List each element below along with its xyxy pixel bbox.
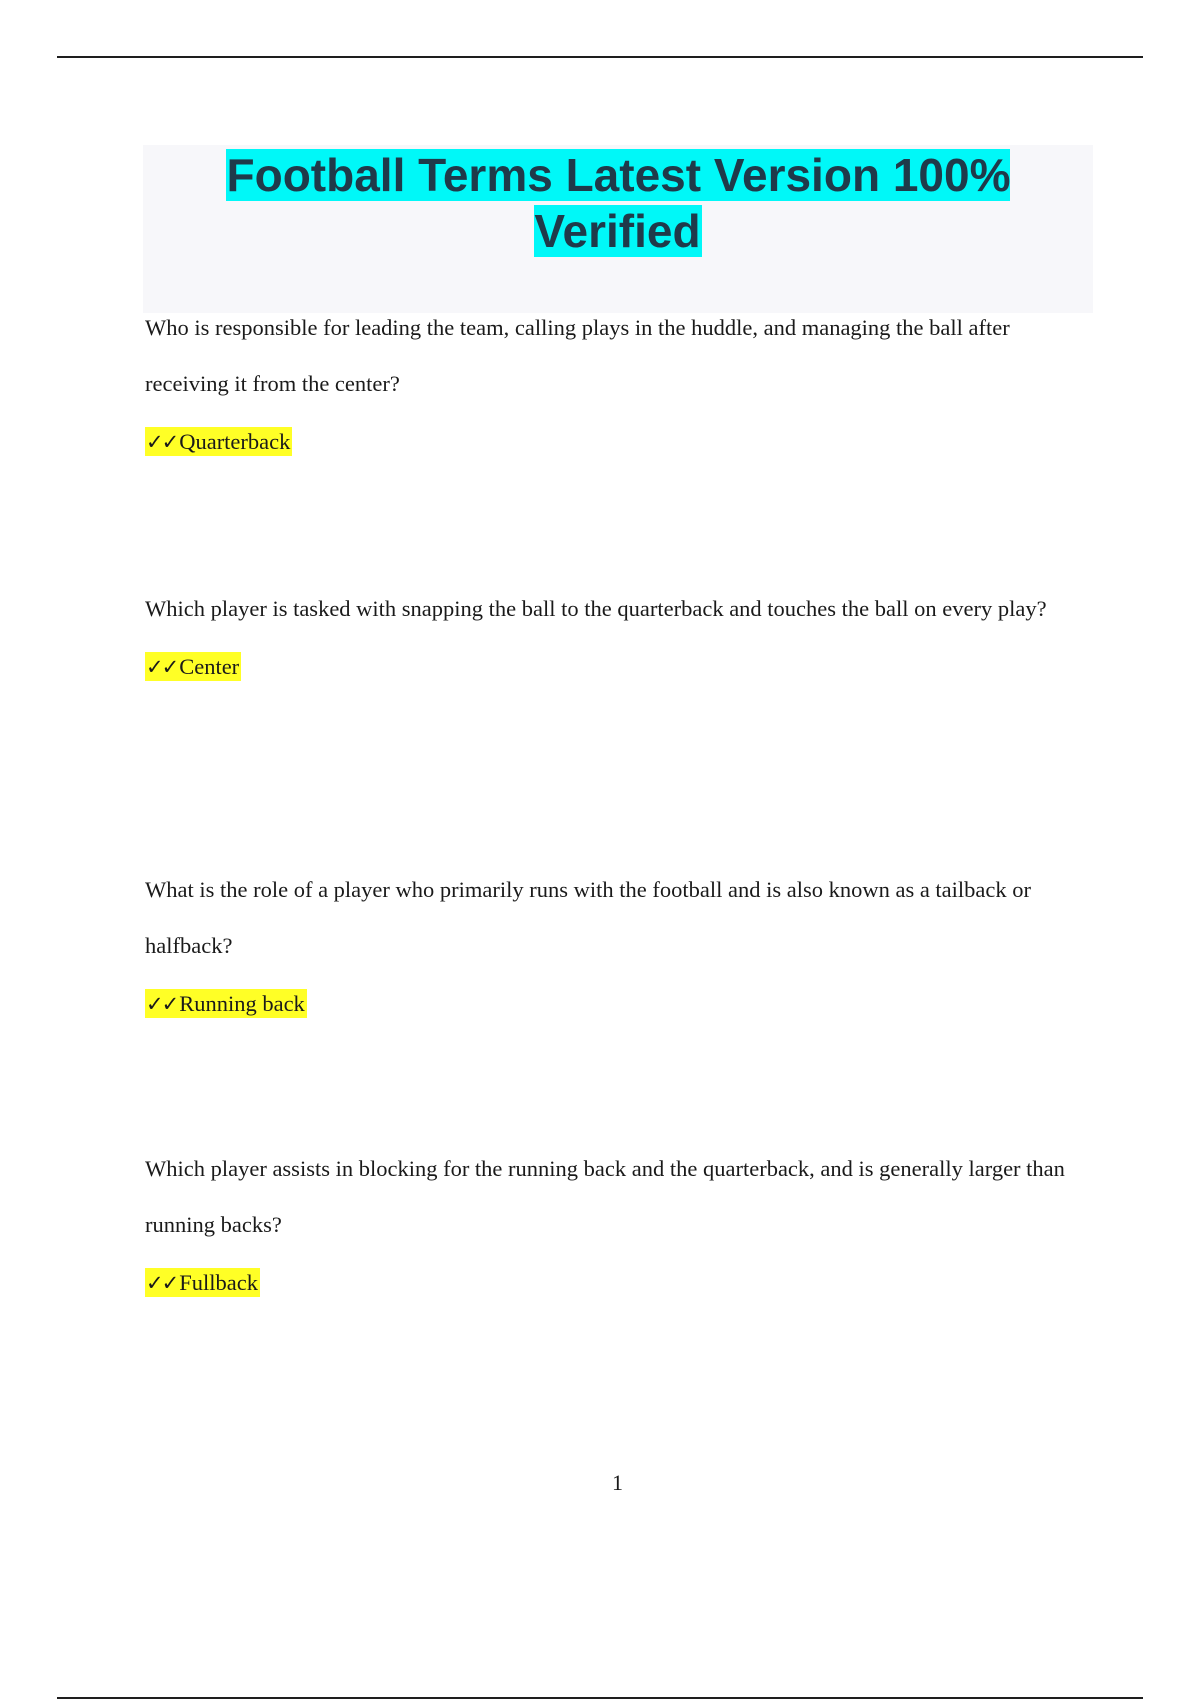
double-check-icon: ✓✓: [146, 655, 178, 679]
page-number: 1: [612, 1470, 623, 1495]
qa-item: [145, 581, 1047, 683]
top-rule: [57, 56, 1143, 58]
answer-text: Running back: [179, 991, 305, 1016]
answer: [145, 988, 1095, 1020]
double-check-icon: ✓✓: [146, 992, 178, 1016]
bottom-rule: [57, 1697, 1143, 1699]
answer-highlight: [145, 989, 307, 1018]
answer-highlight: [145, 652, 241, 681]
title-block: [143, 145, 1093, 313]
question-text: Who is responsible for leading the team, calling plays in the huddle, and managing the ball after receiving it from the center?: [145, 315, 1010, 396]
question-text: Which player is tasked with snapping the ball to the quarterback and touches the ball on every play?: [145, 596, 1047, 621]
answer-text: Center: [179, 654, 240, 679]
answer-highlight: [145, 1268, 260, 1297]
answer-highlight: [145, 427, 292, 456]
double-check-icon: ✓✓: [146, 1271, 178, 1295]
document-title-highlight: Football Terms Latest Version 100% Verified: [226, 149, 1011, 257]
qa-item: [145, 300, 1095, 458]
double-check-icon: ✓✓: [146, 430, 178, 454]
qa-item: [145, 1141, 1095, 1299]
answer: [145, 426, 1095, 458]
question-text: What is the role of a player who primarily runs with the football and is also known as a tailback or halfback?: [145, 877, 1032, 958]
document-title: [143, 145, 1093, 259]
answer: [145, 1267, 1095, 1299]
answer: [145, 651, 1047, 683]
answer-text: Quarterback: [179, 429, 291, 454]
question-text: Which player assists in blocking for the running back and the quarterback, and is generally larger than running backs?: [145, 1156, 1065, 1237]
qa-item: [145, 862, 1095, 1020]
answer-text: Fullback: [179, 1270, 258, 1295]
